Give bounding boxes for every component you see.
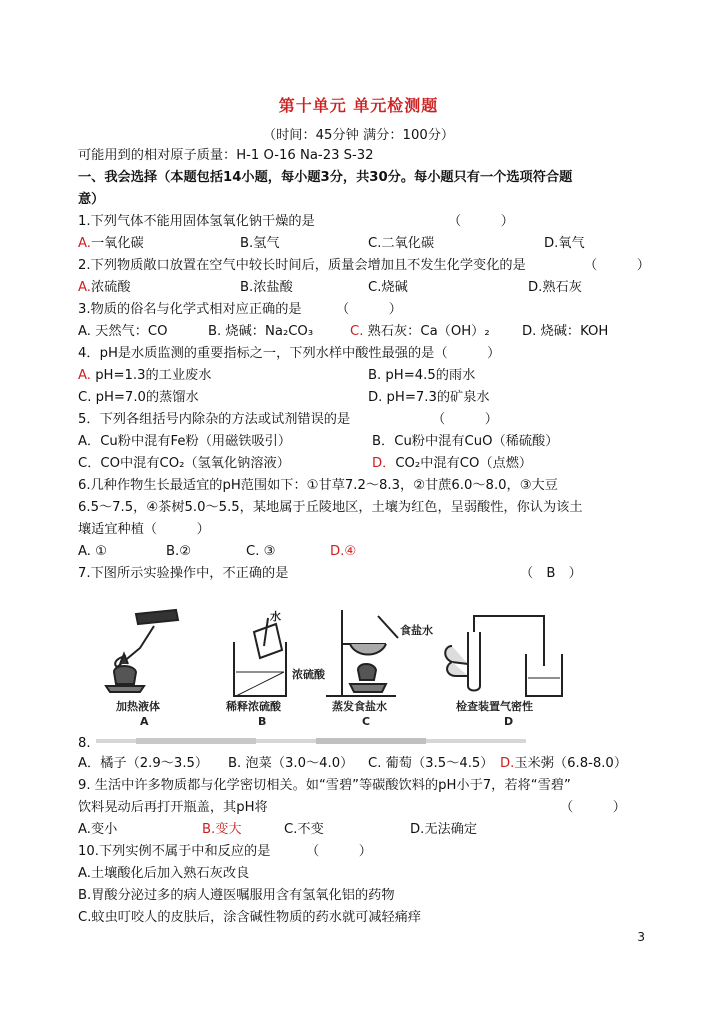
caption-a: 加热液体	[116, 700, 160, 713]
figure-d-airtightness	[445, 616, 562, 696]
question-4-stem: 4．pH是水质监测的重要指标之一，下列水样中酸性最强的是（ ）	[78, 346, 501, 361]
page-title: 第十单元 单元检测题	[278, 96, 439, 115]
q6-option-d: D.④	[330, 544, 357, 559]
answer-paren: （ ）	[336, 302, 402, 317]
q6-option-a: A. ①	[78, 544, 107, 559]
section-heading-cont: 意）	[78, 192, 105, 207]
question-6-line1: 6.几种作物生长最适宜的pH范围如下：①甘草7.2～8.3，②甘蔗6.0～8.0，③大豆	[78, 478, 558, 493]
q6-option-b: B.②	[166, 544, 192, 559]
note-salt-water: 食盐水	[400, 624, 433, 637]
caption-b: 稀释浓硫酸	[226, 700, 281, 713]
option-letter: A.	[78, 236, 91, 251]
question-text: 1.下列气体不能用固体氢氧化钠干燥的是	[78, 214, 315, 229]
q5-option-d	[372, 454, 532, 474]
figure-b-diluting-acid	[234, 618, 286, 696]
option-text: 一氧化碳	[90, 236, 144, 251]
q6-option-c: C. ③	[246, 544, 276, 559]
question-9-line2: 饮料晃动后再打开瓶盖，其pH将	[78, 800, 268, 815]
option-letter: A.	[78, 368, 91, 383]
scan-smudge	[96, 736, 526, 748]
question-7-stem: 7.下图所示实验操作中，不正确的是	[78, 566, 289, 581]
q2-option-d: D.熟石灰	[528, 280, 582, 295]
q9-option-a: A.变小	[78, 822, 118, 837]
note-water: 水	[270, 610, 281, 623]
option-text: pH=1.3的工业废水	[95, 368, 212, 383]
answer-paren: （ ）	[560, 800, 626, 815]
option-letter: A.	[78, 280, 91, 295]
exam-time-info: （时间：45分钟 满分：100分）	[262, 128, 455, 143]
q5-option-c: C．CO中混有CO₂（氢氧化钠溶液）	[78, 456, 290, 471]
q1-option-c: C.二氧化碳	[368, 236, 435, 251]
label-a: A	[140, 715, 149, 728]
label-c: C	[362, 715, 371, 728]
note-conc-acid: 浓硫酸	[292, 668, 325, 681]
q4-option-d: D. pH=7.3的矿泉水	[368, 390, 490, 405]
figure-c-evaporating	[326, 610, 398, 696]
q4-option-b: B. pH=4.5的雨水	[368, 368, 476, 383]
q3-option-b: B. 烧碱：Na₂CO₃	[208, 324, 314, 339]
q1-option-b: B.氢气	[240, 236, 280, 251]
q3-option-c	[350, 322, 490, 342]
question-6-line3: 壤适宜种植（ ）	[78, 522, 210, 537]
q9-option-d: D.无法确定	[410, 822, 478, 837]
q2-option-c: C.烧碱	[368, 280, 408, 295]
question-3-stem: 3.物质的俗名与化学式相对应正确的是	[78, 302, 302, 317]
question-2-stem: 2.下列物质敞口放置在空气中较长时间后，质量会增加且不发生化学变化的是	[78, 258, 526, 273]
atomic-mass-note: 可能用到的相对原子质量：H-1 O-16 Na-23 S-32	[78, 148, 374, 163]
q8-option-c: C. 葡萄（3.5～4.5）	[368, 756, 494, 771]
q4-option-a	[78, 366, 211, 386]
question-1-stem	[78, 212, 315, 232]
q3-option-a: A. 天然气：CO	[78, 324, 168, 339]
label-d: D	[504, 715, 514, 728]
question-10-stem: 10.下列实例不属于中和反应的是	[78, 844, 271, 859]
option-text: 浓硫酸	[90, 280, 131, 295]
q1-option-d: D.氧气	[544, 236, 585, 251]
q8-option-b: B. 泡菜（3.0～4.0）	[228, 756, 354, 771]
caption-d: 检查装置气密性	[456, 700, 533, 713]
q10-option-b: B.胃酸分泌过多的病人遵医嘱服用含有氢氧化铝的药物	[78, 888, 395, 903]
option-text: 玉米粥（6.8-8.0）	[514, 756, 627, 771]
figure-a-heating-liquid	[106, 610, 178, 692]
q10-option-c: C.蚊虫叮咬人的皮肤后，涂含碱性物质的药水就可减轻痛痒	[78, 910, 422, 925]
option-text: CO₂中混有CO（点燃）	[395, 456, 533, 471]
answer-paren: （ ）	[448, 214, 514, 229]
lab-operations-figure	[96, 606, 636, 730]
answer-paren: （ ）	[432, 412, 498, 427]
option-letter: C.	[350, 324, 364, 339]
q1-option-a	[78, 234, 144, 254]
question-9-line1: 9. 生活中许多物质都与化学密切相关。如“雪碧”等碳酸饮料的pH小于7，若将“雪碧”	[78, 778, 571, 793]
answer-paren: （ ）	[584, 258, 650, 273]
q5-option-b: B．Cu粉中混有CuO（稀硫酸）	[372, 434, 559, 449]
option-letter: D.	[500, 756, 515, 771]
q9-option-b: B.变大	[202, 822, 242, 837]
question-5-stem: 5．下列各组括号内除杂的方法或试剂错误的是	[78, 412, 351, 427]
page-number: 3	[637, 930, 645, 944]
q8-option-a: A．橘子（2.9～3.5）	[78, 756, 209, 771]
option-text: 熟石灰：Ca（OH）₂	[367, 324, 490, 339]
section-heading: 一、我会选择（本题包括14小题，每小题3分，共30分。每小题只有一个选项符合题	[78, 170, 573, 185]
q3-option-d: D. 烧碱：KOH	[522, 324, 609, 339]
answer-paren: （ ）	[306, 844, 372, 859]
answer-paren: （ B ）	[520, 566, 582, 581]
q2-option-a	[78, 278, 131, 298]
q9-option-c: C.不变	[284, 822, 324, 837]
q5-option-a: A．Cu粉中混有Fe粉（用磁铁吸引）	[78, 434, 292, 449]
question-8-prefix: 8.	[78, 736, 91, 751]
q2-option-b: B.浓盐酸	[240, 280, 293, 295]
q4-option-c: C. pH=7.0的蒸馏水	[78, 390, 199, 405]
q8-option-d	[500, 754, 627, 774]
q10-option-a: A.土壤酸化后加入熟石灰改良	[78, 866, 250, 881]
question-6-line2: 6.5～7.5，④茶树5.0～5.5，某地属于丘陵地区，土壤为红色，呈弱酸性，你认为该土	[78, 500, 583, 515]
option-letter: D．	[372, 456, 396, 471]
caption-c: 蒸发食盐水	[332, 700, 387, 713]
label-b: B	[258, 715, 267, 728]
